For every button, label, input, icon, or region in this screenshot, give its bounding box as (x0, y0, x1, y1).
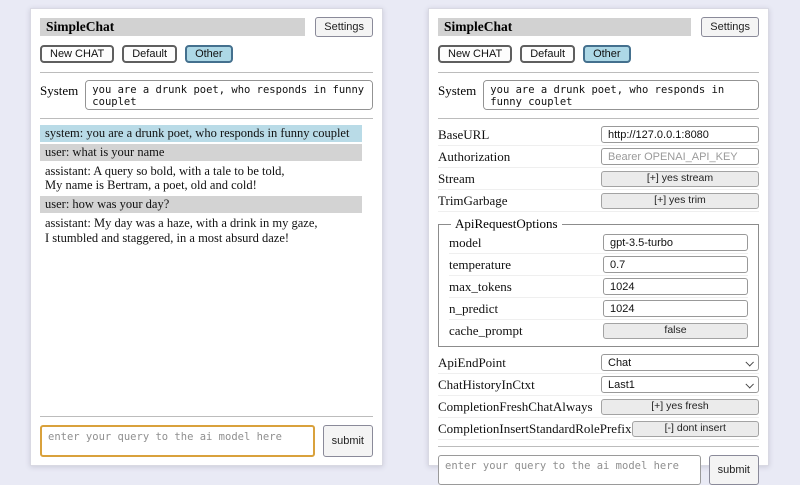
completion-fresh-chat-always-toggle-button[interactable]: [+] yes fresh (601, 399, 759, 415)
chat-history-in-ctxt-value: Last1 (608, 378, 635, 391)
baseurl-label: BaseURL (438, 126, 490, 142)
divider (438, 118, 759, 119)
trimgarbage-toggle-button[interactable]: [+] yes trim (601, 193, 759, 209)
message-assistant (40, 215, 362, 247)
system-prompt-input[interactable] (483, 80, 759, 110)
submit-button[interactable]: submit (709, 455, 759, 485)
setting-row-model (449, 232, 748, 254)
baseurl-input[interactable] (601, 126, 759, 143)
app-title: SimpleChat (438, 18, 691, 37)
query-input[interactable] (40, 425, 315, 457)
setting-row-stream (438, 168, 759, 190)
app-title: SimpleChat (40, 18, 305, 37)
completion-insert-standard-role-prefix-label: CompletionInsertStandardRolePrefix (438, 420, 632, 436)
divider (40, 72, 373, 73)
setting-row-chat-history-in-ctxt (438, 374, 759, 396)
setting-row-trimgarbage (438, 190, 759, 212)
message-user (40, 144, 362, 161)
setting-row-n-predict (449, 298, 748, 320)
window-header (438, 17, 759, 37)
chevron-down-icon (745, 358, 753, 366)
setting-row-baseurl (438, 124, 759, 146)
trimgarbage-label: TrimGarbage (438, 192, 508, 208)
n-predict-input[interactable] (603, 300, 748, 317)
chat-window (30, 8, 383, 466)
model-label: model (449, 234, 482, 250)
query-input[interactable] (438, 455, 701, 485)
api-request-options-fieldset (438, 216, 759, 347)
stream-label: Stream (438, 170, 475, 186)
session-toolbar (40, 45, 373, 63)
window-header (40, 17, 373, 37)
settings-button[interactable]: Settings (701, 17, 759, 37)
api-endpoint-label: ApiEndPoint (438, 354, 506, 370)
message-line: My name is Bertram, a poet, old and cold! (45, 178, 257, 193)
settings-window (428, 8, 769, 476)
message-line: assistant: A query so bold, with a tale to be told, (45, 163, 285, 178)
message-user (40, 196, 362, 213)
max-tokens-label: max_tokens (449, 278, 512, 294)
session-toolbar (438, 45, 759, 63)
new-chat-button[interactable]: New CHAT (438, 45, 512, 63)
divider (438, 72, 759, 73)
authorization-label: Authorization (438, 148, 511, 164)
message-line: user: how was your day? (45, 197, 170, 211)
message-line: system: you are a drunk poet, who responds in funny couplet (45, 126, 350, 140)
submit-button[interactable]: submit (323, 425, 373, 457)
message-line: user: what is your name (45, 144, 165, 159)
max-tokens-input[interactable] (603, 278, 748, 295)
cache-prompt-label: cache_prompt (449, 322, 523, 338)
setting-row-cache-prompt (449, 320, 748, 341)
query-row (40, 425, 373, 457)
setting-row-completion-fresh-chat-always (438, 396, 759, 418)
query-row (438, 455, 759, 485)
setting-row-authorization (438, 146, 759, 168)
new-chat-button[interactable]: New CHAT (40, 45, 114, 63)
setting-row-temperature (449, 254, 748, 276)
stream-toggle-button[interactable]: [+] yes stream (601, 171, 759, 187)
chat-history-in-ctxt-label: ChatHistoryInCtxt (438, 376, 535, 392)
session-tab-default[interactable]: Default (520, 45, 575, 63)
message-system (40, 125, 362, 142)
system-prompt-row (40, 80, 373, 110)
session-tab-default[interactable]: Default (122, 45, 177, 63)
api-endpoint-select[interactable] (601, 354, 759, 371)
session-tab-other[interactable]: Other (185, 45, 233, 63)
system-label: System (438, 83, 477, 98)
setting-row-completion-insert-standard-role-prefix (438, 418, 759, 440)
setting-row-api-endpoint (438, 352, 759, 374)
completion-insert-standard-role-prefix-toggle-button[interactable]: [-] dont insert (632, 421, 759, 437)
n-predict-label: n_predict (449, 300, 499, 316)
divider (40, 416, 373, 417)
chat-history-in-ctxt-select[interactable] (601, 376, 759, 393)
temperature-input[interactable] (603, 256, 748, 273)
message-line: I stumbled and staggered, in a most absurd daze! (45, 230, 290, 245)
settings-button[interactable]: Settings (315, 17, 373, 37)
session-tab-other[interactable]: Other (583, 45, 631, 63)
system-prompt-row (438, 80, 759, 110)
temperature-label: temperature (449, 256, 512, 272)
chevron-down-icon (745, 380, 753, 388)
api-endpoint-value: Chat (608, 356, 632, 369)
chat-messages (40, 125, 373, 410)
system-label: System (40, 83, 79, 98)
divider (438, 446, 759, 447)
divider (40, 118, 373, 119)
completion-fresh-chat-always-label: CompletionFreshChatAlways (438, 398, 593, 414)
api-request-options-legend: ApiRequestOptions (455, 216, 558, 231)
system-prompt-input[interactable] (85, 80, 373, 110)
cache-prompt-toggle-button[interactable]: false (603, 323, 748, 339)
authorization-input[interactable] (601, 148, 759, 165)
message-assistant (40, 163, 362, 195)
model-input[interactable] (603, 234, 748, 251)
setting-row-max-tokens (449, 276, 748, 298)
message-line: assistant: My day was a haze, with a drink in my gaze, (45, 215, 318, 230)
